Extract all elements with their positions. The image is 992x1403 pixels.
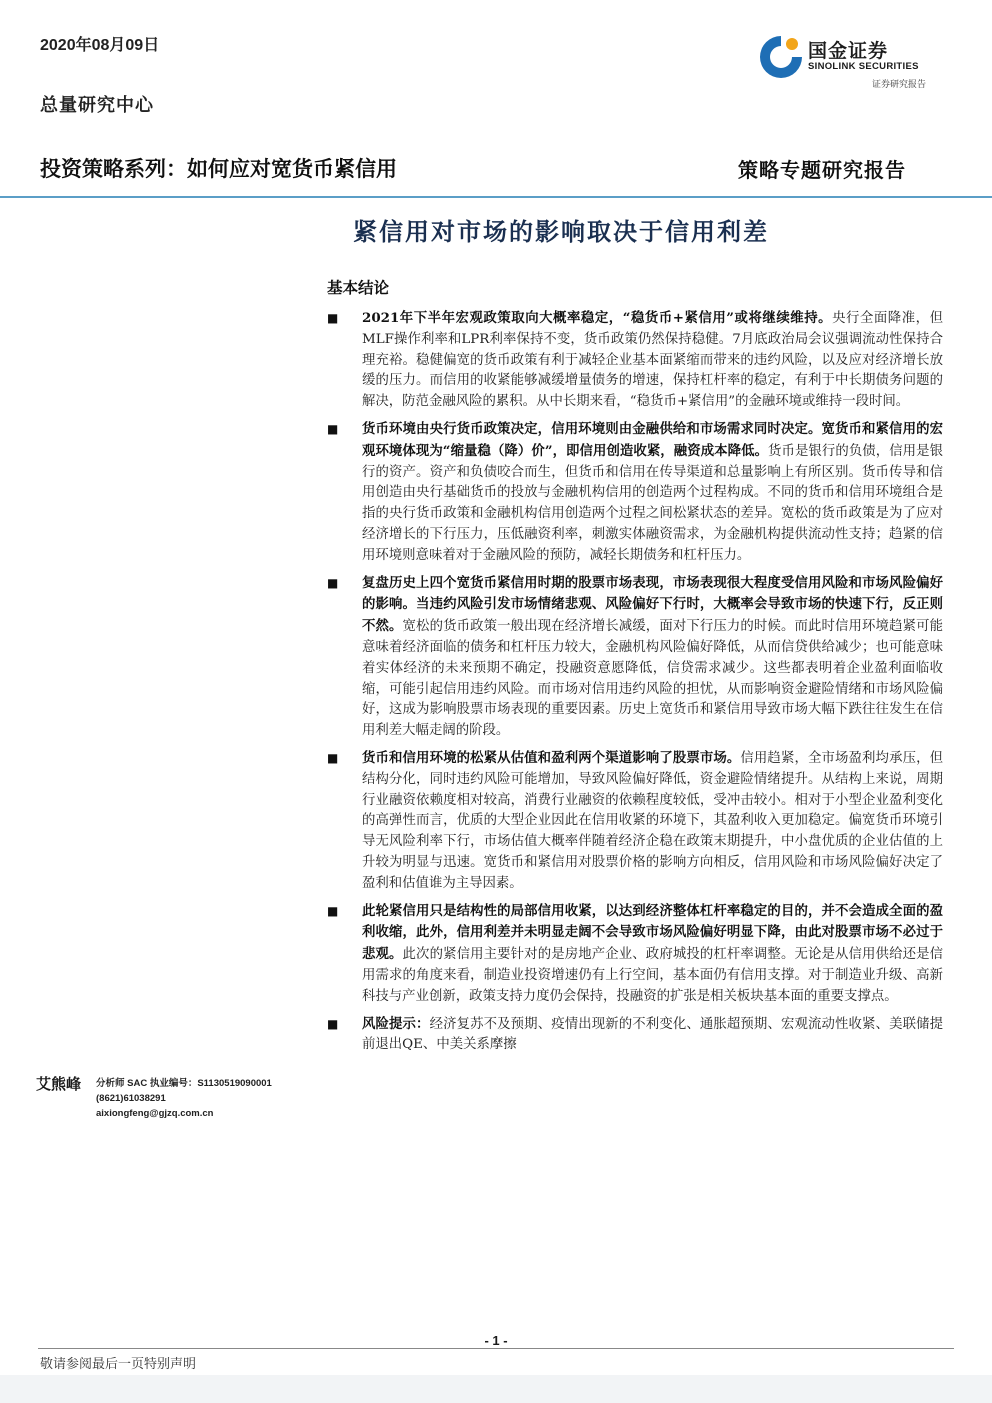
page-number: - 1 - xyxy=(484,1333,508,1348)
section-title: 基本结论 xyxy=(327,278,390,297)
list-item-text xyxy=(362,573,943,742)
list-item-text xyxy=(362,1014,943,1057)
logo-text-cn: 国金证券 xyxy=(808,40,889,62)
list-item-body: 此次的紧信用主要针对的是房地产企业、政府城投的杠杆率调整。无论是从信用供给还是信用需求的角度来看，制造业投资增速仍有上行空间，基本面仍有信用支撑。对于制造业升级、高新科技与产业创新，政策支持力度仍会保持，投融资的扩张是相关板块基本面的重要支撑点。 xyxy=(362,947,944,1004)
list-item-text xyxy=(362,901,943,1008)
report-date: 2020年08月09日 xyxy=(40,37,160,54)
square-bullet-icon: ■ xyxy=(327,421,339,436)
analyst-name: 艾熊峰 xyxy=(36,1075,82,1093)
header-divider xyxy=(0,196,992,198)
conclusion-list xyxy=(327,308,943,1062)
square-bullet-icon: ■ xyxy=(327,903,339,918)
analyst-license: 分析师 SAC 执业编号：S1130519090001 xyxy=(96,1078,272,1089)
list-item-lead: 2021年下半年宏观政策取向大概率稳定，“稳货币+紧信用”或将继续维持。 xyxy=(362,310,833,326)
list-item xyxy=(327,1014,943,1057)
analyst-email[interactable]: aixiongfeng@gjzq.com.cn xyxy=(96,1108,214,1119)
report-type: 策略专题研究报告 xyxy=(738,158,906,182)
list-item-text xyxy=(362,308,943,413)
list-item xyxy=(327,748,943,895)
square-bullet-icon: ■ xyxy=(327,575,339,590)
list-item xyxy=(327,573,943,742)
list-item-body: 信用趋紧，全市场盈利均承压，但结构分化，同时违约风险可能增加，导致风险偏好降低，资金避险情绪提升。从结构上来说，周期行业融资依赖度相对较高，消费行业融资的依赖程度较低，受冲击较小。相对于小型企业盈利变化的高弹性而言，优质的大型企业因此在信用收紧的环境下，其盈利收入更加稳定。偏宽货币环境引导无风险利率下行，市场估值大概率伴随着经济企稳在政策末期提升，中小盘优质的企业估值的上升较为明显与迅速。宽货币和紧信用对股票价格的影响方向相反，信用风险和市场风险偏好决定了盈利和估值谁为主导因素。 xyxy=(362,750,943,891)
list-item-body: 货币是银行的负债，信用是银行的资产。资产和负债咬合而生，但货币和信用在传导渠道和总量影响上有所区别。货币传导和信用创造由央行基础货币的投放与金融机构信用的创造两个过程构成。不同的货币和信用环境组合是指的央行货币政策和金融机构信用创造两个过程之间松紧状态的差异。宽松的货币政策是为了应对经济增长的下行压力，压低融资利率，刺激实体融资需求，为金融机构提供流动性支持；趋紧的信用环境则意味着对于金融风险的预防，减轻长期债务和杠杆压力。 xyxy=(362,443,943,563)
list-item xyxy=(327,901,943,1008)
list-item-body: 央行全面降准，但MLF操作利率和LPR利率保持不变，货币政策仍然保持稳健。7月底政治局会议强调流动性保持合理充裕。稳健偏宽的货币政策有利于减轻企业基本面紧缩而带来的违约风险，以及应对经济增长放缓的压力。而信用的收紧能够减缓增量债务的增速，保持杠杆率的稳定，有利于中长期债务问题的解决，防范金融风险的累积。从中长期来看，“稳货币+紧信用”的金融环境或维持一段时间。 xyxy=(362,311,943,410)
list-item xyxy=(327,308,943,413)
sinolink-logo-icon xyxy=(756,32,806,82)
list-item-lead: 风险提示： xyxy=(362,1015,430,1032)
list-item-body: 经济复苏不及预期、疫情出现新的不利变化、通胀超预期、宏观流动性收紧、美联储提前退出QE、中美关系摩擦 xyxy=(362,1016,944,1053)
logo-subtitle: 证券研究报告 xyxy=(872,80,927,90)
square-bullet-icon: ■ xyxy=(327,311,339,325)
square-bullet-icon: ■ xyxy=(327,750,339,765)
research-center: 总量研究中心 xyxy=(40,95,154,116)
square-bullet-icon: ■ xyxy=(327,1016,339,1031)
list-item-body: 宽松的货币政策一般出现在经济增长减缓，面对下行压力的时候。而此时信用环境趋紧可能意味着经济面临的债务和杠杆压力较大，金融机构风险偏好降低，从而信贷供给减少；也可能意味着实体经济的未来预期不确定，投融资意愿降低，信贷需求减少。这些都表明着企业盈利面临收缩，可能引起信用违约风险。而市场对信用违约风险的担忧，从而影响资金避险情绪和市场风险偏好，这成为影响股票市场表现的重要因素。历史上宽货币和紧信用导致市场大幅下跌往往发生在信用利差大幅走阔的阶段。 xyxy=(362,619,944,739)
footer-divider xyxy=(38,1348,954,1349)
headline: 紧信用对市场的影响取决于信用利差 xyxy=(353,217,769,246)
list-item-lead: 货币环境由央行货币政策决定，信用环境则由金融供给和市场需求同时决定。宽货币和紧信用的宏观环境体现为“缩量稳（降）价”，即信用创造收紧，融资成本降低。 xyxy=(362,420,943,459)
report-title: 投资策略系列：如何应对宽货币紧信用 xyxy=(40,157,397,181)
analyst-phone: (8621)61038291 xyxy=(96,1093,166,1104)
list-item-lead: 货币和信用环境的松紧从估值和盈利两个渠道影响了股票市场。 xyxy=(362,749,741,766)
logo-text-en: SINOLINK SECURITIES xyxy=(808,61,919,72)
footer-disclaimer: 敬请参阅最后一页特别声明 xyxy=(40,1357,197,1372)
list-item-text xyxy=(362,419,943,567)
list-item-lead: 复盘历史上四个宽货币紧信用时期的股票市场表现，市场表现很大程度受信用风险和市场风险偏好的影响。当违约风险引发市场情绪悲观、风险偏好下行时，大概率会导致市场的快速下行，反正则不然。 xyxy=(362,574,943,635)
footer-band xyxy=(0,1375,992,1403)
list-item-text xyxy=(362,748,943,895)
list-item-lead: 此轮紧信用只是结构性的局部信用收紧，以达到经济整体杠杆率稳定的目的，并不会造成全面的盈利收缩，此外，信用利差并未明显走阔不会导致市场风险偏好明显下降，由此对股票市场不必过于悲观。 xyxy=(362,902,943,963)
list-item xyxy=(327,419,943,567)
analyst-info xyxy=(96,1076,272,1121)
